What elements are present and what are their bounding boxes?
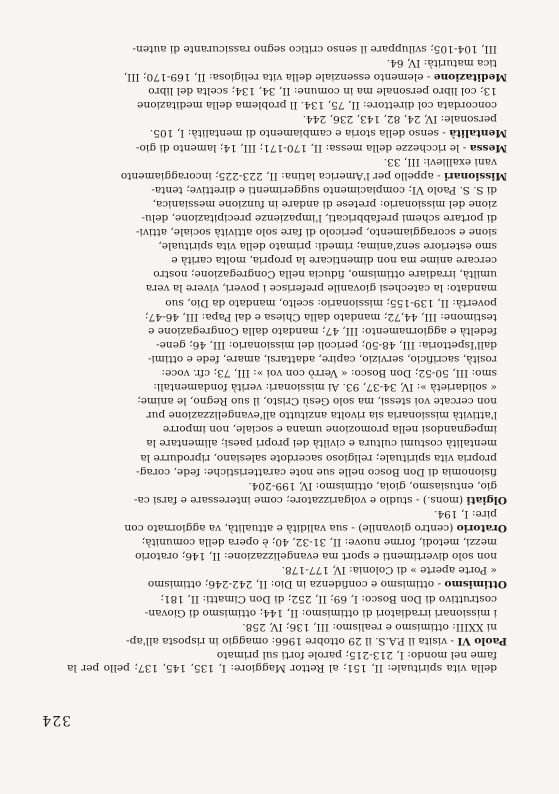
index-text: fisionomia di Don Bosco nelle sue note caratteristiche: fede, corag- [136, 465, 497, 478]
index-line [67, 521, 507, 534]
index-text: zione del missionario: pretese di andare in funzione messianica, [152, 197, 497, 210]
index-line [67, 465, 507, 478]
index-text: concordata col direttore: II, 75, 134. Il problema della meditazione [137, 99, 497, 112]
index-text: umiltà, irradiare ottimismo, fiducia nella Congregazione; nostro [153, 268, 497, 281]
index-text: - ottimismo e confidenza in Dio: II, 242-246; ottimismo [147, 578, 445, 591]
index-line [67, 591, 507, 604]
index-line [67, 42, 507, 55]
index-text: (centro giovanile) - sua validità e attualità, va aggiornato con [124, 522, 457, 535]
index-text: non solo divertimenti e sport ma evangelizzazione: II, 146; oratorio [135, 550, 497, 563]
index-line [67, 126, 507, 139]
index-line [67, 169, 507, 182]
index-text: (mons.) - studio e volgarizzatore; come interessare e farsi ca- [133, 493, 467, 506]
index-text: povertà: II, 139-155; missionario: scelto, mandato da Dio, suo [165, 296, 497, 309]
index-text: smo: III, 50-52; Don Bosco: « Verrò con voi »: III, 73; cfr. voce: [161, 367, 497, 380]
index-line [67, 56, 507, 69]
page-number: 324 [41, 712, 71, 728]
index-text: ni XXIII: ottimismo e realismo: III, 136; IV, 258. [242, 620, 497, 633]
index-heading: Ottimismo [444, 578, 507, 591]
index-text: pire: I, 194. [434, 507, 497, 520]
index-text: costruttivo di Don Bosco: I, 69; II, 252; di Don Cimatti: II, 181; [160, 592, 497, 605]
index-line [67, 507, 507, 520]
index-text: smo esteriore senz'anima; rimedi: primato della vita spirituale, [158, 240, 497, 253]
index-text: mezzi, metodi, forme nuove: II, 31-32, 40; è opera della comunità; [141, 536, 497, 549]
index-line [67, 267, 507, 280]
index-text: mentalità costumi cultura e civiltà dei propri paesi; alimentare la [146, 437, 497, 450]
index-line [67, 239, 507, 252]
index-text: III, 104-105; sviluppare il senso critico segno rassicurante di auten- [132, 42, 497, 55]
index-text: di portare schemi prefabbricati, l'impazienze precipitazione, delu- [141, 212, 497, 224]
index-line [67, 112, 507, 125]
index-line [67, 634, 507, 647]
index-text: di S. S. Paolo VI; compiacimento suggerimenti e direttive; tenta- [151, 183, 497, 196]
index-text: gio, entusiasmo, gioia, ottimismo: IV, 199-204. [248, 479, 497, 492]
index-text: - appello per l'America latina: II, 223-225; incoraggiamento [120, 169, 445, 182]
index-text: mandato: la catechesi giovanile preferisce i poveri, vivere la vera [145, 282, 497, 295]
index-line [67, 606, 507, 619]
index-line [67, 211, 507, 224]
index-line [67, 493, 507, 506]
index-text: personale: IV, 24, 82, 143, 236, 244. [302, 113, 497, 126]
index-text: testimone: III, 44,72; mandato dalla Chiesa e dal Papa: III, 46-47; [144, 310, 497, 323]
index-text: dall'Ispettoria: III, 48-50; pericoli del missionario: III, 46; gene- [156, 338, 497, 351]
index-line [67, 281, 507, 294]
index-heading: Oratorio [456, 522, 507, 535]
index-text: propria vita spirituale; religioso sacerdote salesiano, riprodurre la [140, 451, 497, 464]
index-line [67, 98, 507, 111]
index-line [67, 84, 507, 97]
index-line [67, 479, 507, 492]
index-text: vani exallievi: III, 33. [383, 155, 497, 168]
index-line [67, 408, 507, 421]
index-text: « Porte aperte » di Colonia: IV, 177-178. [281, 564, 497, 577]
index-line [67, 70, 507, 83]
index-line [67, 563, 507, 576]
index-text: - le ricchezze della messa: II, 170-171; III, 14; lamento di gio- [135, 141, 470, 154]
index-line [67, 310, 507, 323]
index-line [67, 155, 507, 168]
index-text: l'attività missionaria sia rivolta anzitutto all'evangelizzazione pur [146, 409, 497, 422]
index-text: i missionari irradiatori di ottimismo: II, 144; ottimismo di Giovan- [144, 606, 497, 619]
index-line [67, 253, 507, 266]
index-heading: Missionari [444, 169, 507, 182]
index-heading: Meditazione [433, 71, 507, 84]
index-text: fedeltà e aggiornamento: III, 47; mandato dalla Congregazione e [148, 324, 497, 337]
index-line [67, 648, 507, 674]
index-line [67, 620, 507, 633]
index-text: « solidarietà »: IV, 34-37, 93. Ai missionari: verità fondamentali: [153, 381, 497, 394]
index-line [67, 140, 507, 153]
index-text: - visita il P.A.S. il 29 ottobre 1966: omaggio in risposta all'ap- [126, 634, 458, 647]
index-line [67, 436, 507, 449]
index-text: - elemento essenziale della vita religiosa: II, 169-170; III, [123, 71, 434, 84]
index-text: sione e scoraggiamento, pericolo di fare solo attività sociale, attivi- [135, 226, 497, 239]
index-text: 13; col libro personale ma in comune: II, 34, 134; scelta del libro [148, 85, 497, 98]
index-line [67, 366, 507, 379]
index-line [67, 394, 507, 407]
index-text: della vita spirituale: II, 151; al Rettor Maggiore: I, 135, 145, 137; pello per la fame nel mondo: I, 213-215; parole forti sul primato [67, 648, 497, 674]
index-line [67, 451, 507, 464]
index-line [67, 380, 507, 393]
index-line [67, 183, 507, 196]
index-line [67, 535, 507, 548]
index-line [67, 295, 507, 308]
index-heading: Mentalità [449, 127, 507, 140]
index-line [67, 422, 507, 435]
index-entries [67, 41, 507, 674]
index-heading: Paolo VI [457, 634, 507, 647]
index-line [67, 338, 507, 351]
index-text: - senso della storia e cambiamento di mentalità: I, 105. [149, 127, 450, 140]
index-line [67, 225, 507, 238]
index-heading: Messa [469, 141, 507, 154]
index-line [67, 352, 507, 365]
index-text: non cercate voi stessi, ma solo Gesù Cristo, il suo Regno, le anime; [137, 395, 497, 408]
index-text: impegnandosi nella promozione umana e sociale, non imporre [162, 423, 497, 436]
index-line [67, 549, 507, 562]
index-line [67, 324, 507, 337]
index-text: rosità, sacrificio, servizio, capire, adattarsi, amare, fede e ottimi- [147, 352, 497, 365]
index-line [67, 197, 507, 210]
index-text: cercare anime ma non dimenticare la propria, molta carità e [171, 254, 497, 267]
index-heading: Olgiati [466, 493, 507, 506]
index-text: tica maturità: IV, 64. [386, 56, 497, 69]
index-line [67, 577, 507, 590]
